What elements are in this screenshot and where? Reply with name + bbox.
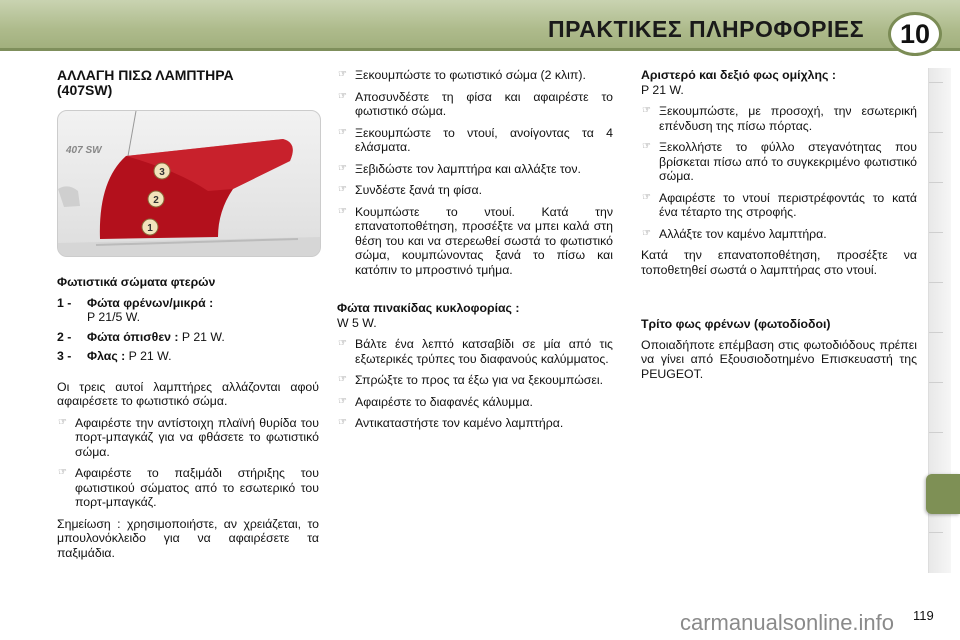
pointing-hand-icon: ☞ [338, 374, 347, 385]
spec-item: 3 - Φλας : P 21 W. [57, 349, 172, 363]
subsection-title: Φωτιστικά σώματα φτερών [57, 275, 216, 289]
plate-light-value: W 5 W. [337, 315, 377, 330]
instruction-bullet: ☞ Αλλάξτε τον καμένο λαμπτήρα. [642, 226, 827, 241]
pointing-hand-icon: ☞ [338, 184, 347, 195]
section-title: ΑΛΛΑΓΗ ΠΙΣΩ ΛΑΜΠΤΗΡΑ (407SW) [57, 67, 234, 98]
instruction-bullet: ☞ Αντικαταστήστε τον καμένο λαμπτήρα. [338, 416, 564, 430]
instruction-bullet: ☞ Συνδέστε ξανά τη φίσα. [338, 183, 483, 197]
instruction-bullet: ☞ Ξεκολλήστε το φύλλο στεγανότητας που βρίσκεται πίσω από το συγκεκριμένο φωτιστικό σώμα. [642, 140, 917, 183]
note-paragraph: Σημείωση : χρησιμοποιήστε, αν χρειάζεται, το μπουλονόκλειδο για να αφαιρέσετε τα παξιμάδια. [57, 516, 319, 560]
fog-light-value: P 21 W. [641, 82, 684, 97]
pointing-hand-icon: ☞ [338, 338, 347, 349]
pointing-hand-icon: ☞ [642, 105, 651, 116]
instruction-bullet: ☞ Βάλτε ένα λεπτό κατσαβίδι σε μία από τις εξωτερικές τρύπες του διαφανούς καλύμματος. [338, 337, 613, 366]
model-badge: 407 SW [66, 145, 102, 156]
third-brake-light-title: Τρίτο φως φρένων (φωτοδίοδοι) [641, 317, 831, 331]
fog-light-title: Αριστερό και δεξιό φως ομίχλης : [641, 68, 836, 82]
instruction-bullet: ☞ Αποσυνδέστε τη φίσα και αφαιρέστε το φωτιστικό σώμα. [338, 89, 613, 118]
column-left [57, 68, 319, 567]
svg-text:3: 3 [159, 167, 165, 178]
chapter-number-badge: 10 [888, 12, 942, 56]
tail-lamp-illustration [58, 111, 320, 256]
pointing-hand-icon: ☞ [338, 69, 347, 80]
pointing-hand-icon: ☞ [642, 191, 651, 203]
pointing-hand-icon: ☞ [338, 417, 347, 428]
pointing-hand-icon: ☞ [642, 227, 651, 239]
pointing-hand-icon: ☞ [338, 205, 347, 217]
pointing-hand-icon: ☞ [338, 126, 347, 138]
instruction-bullet: ☞ Αφαιρέστε το διαφανές κάλυμμα. [338, 394, 533, 409]
instruction-bullet: ☞ Ξεκουμπώστε το φωτιστικό σώμα (2 κλιπ). [338, 68, 586, 82]
pointing-hand-icon: ☞ [58, 467, 67, 478]
instruction-bullet: ☞ Αφαιρέστε την αντίστοιχη πλαϊνή θυρίδα του πορτ-μπαγκάζ για να φθάσετε το φωτιστικό σώμα. [58, 415, 319, 459]
instruction-bullet: ☞ Ξεκουμπώστε το ντουί, ανοίγοντας τα 4 ελάσματα. [338, 125, 613, 154]
third-brake-light-text: Οποιαδήποτε επέμβαση στις φωτοδιόδους πρέπει να γίνει από Εξουσιοδοτημένο Επισκευαστή της PEUGEOT. [641, 337, 917, 381]
intro-paragraph: Οι τρεις αυτοί λαμπτήρες αλλάζονται αφού αφαιρέσετε το φωτιστικό σώμα. [57, 379, 319, 408]
svg-text:1: 1 [147, 223, 153, 234]
pointing-hand-icon: ☞ [338, 162, 347, 174]
column-middle [337, 68, 613, 438]
instruction-bullet: ☞ Αφαιρέστε το παξιμάδι στήριξης του φωτιστικού σώματος από το εσωτερικό του πορτ-μπαγκάζ. [58, 466, 319, 509]
instruction-bullet: ☞ Σπρώξτε το προς τα έξω για να ξεκουμπώσει. [338, 373, 604, 387]
spec-item: 1 - Φώτα φρένων/μικρά : P 21/5 W. [57, 295, 214, 324]
watermark: carmanualsonline.info [680, 610, 895, 635]
pointing-hand-icon: ☞ [642, 141, 651, 152]
instruction-bullet: ☞ Κουμπώστε το ντουί. Κατά την επανατοποθέτηση, προσέξτε να μπει καλά στη θέση του και να στερεωθεί σωστά το φωτιστικό σώμα, κουμπώνοντας ξανά το πίσω και κατόπιν το μπροστινό τμήμα. [338, 204, 613, 277]
fog-note: Κατά την επανατοποθέτηση, προσέξτε να τοποθετηθεί σωστά ο λαμπτήρας στο ντουί. [641, 248, 917, 277]
header-divider [0, 48, 960, 51]
pointing-hand-icon: ☞ [58, 416, 67, 428]
pointing-hand-icon: ☞ [338, 395, 347, 407]
page-number: 119 [913, 608, 934, 623]
column-right [641, 68, 917, 388]
instruction-bullet: ☞ Αφαιρέστε το ντουί περιστρέφοντάς το κατά ένα τέταρτο της στροφής. [642, 190, 917, 219]
pointing-hand-icon: ☞ [338, 90, 347, 102]
instruction-bullet: ☞ Ξεκουμπώστε, με προσοχή, την εσωτερική επένδυση της πίσω πόρτας. [642, 104, 917, 133]
chapter-title: ΠΡΑΚΤΙΚΕΣ ΠΛΗΡΟΦΟΡΙΕΣ [548, 16, 864, 42]
instruction-bullet: ☞ Ξεβιδώστε τον λαμπτήρα και αλλάξτε τον. [338, 161, 581, 176]
spec-item: 2 - Φώτα όπισθεν : P 21 W. [57, 329, 225, 344]
svg-text:2: 2 [153, 195, 159, 206]
active-chapter-tab[interactable] [926, 474, 960, 514]
tail-lamp-figure [57, 110, 321, 257]
plate-light-title: Φώτα πινακίδας κυκλοφορίας : [337, 301, 520, 315]
